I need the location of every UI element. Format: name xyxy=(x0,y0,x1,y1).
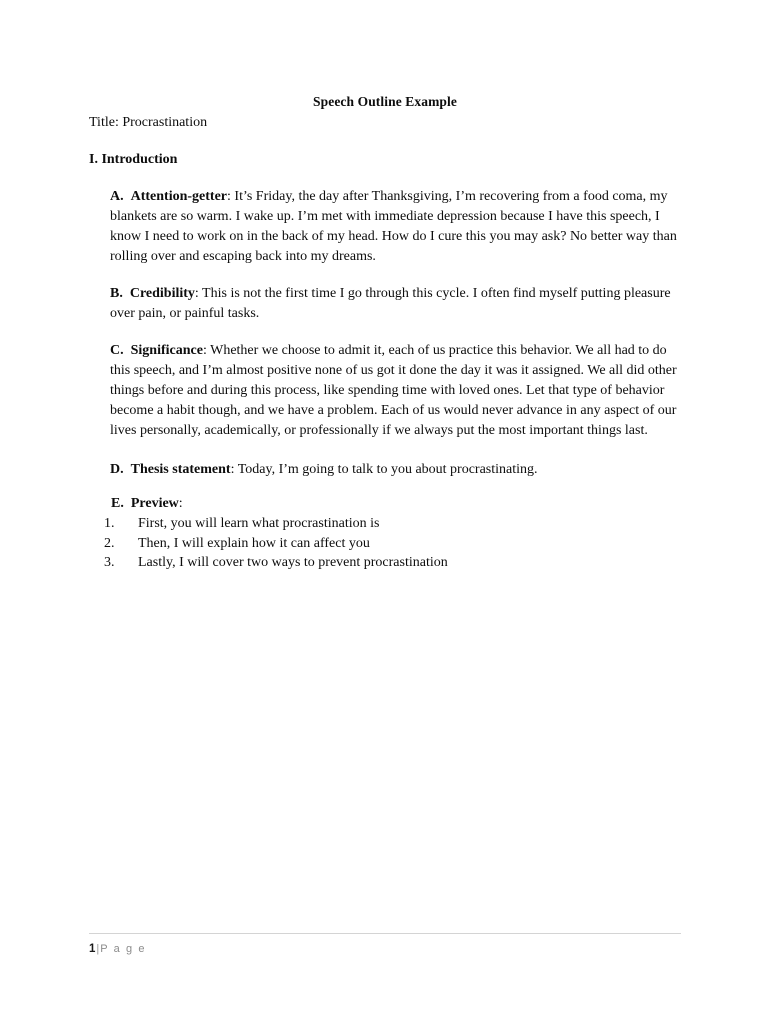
outline-label-d: Thesis statement xyxy=(130,462,231,477)
outline-marker-d: D. xyxy=(110,462,124,477)
outline-separator-e: : xyxy=(178,496,183,511)
list-item-text: Then, I will explain how it can affect you xyxy=(138,535,370,551)
footer-page-indicator xyxy=(89,934,681,957)
outline-item-d xyxy=(89,441,681,480)
outline-marker-e: E. xyxy=(111,496,124,511)
outline-label-b: Credibility xyxy=(129,286,195,301)
outline-item-e xyxy=(89,480,681,514)
outline-separator-d: : xyxy=(230,462,235,477)
list-item xyxy=(89,534,681,554)
document-body xyxy=(89,92,681,573)
list-item xyxy=(89,553,681,573)
footer-page-label: P a g e xyxy=(100,943,147,955)
document-title-line: Title: Procrastination xyxy=(89,115,208,130)
outline-item-b xyxy=(89,267,681,324)
list-item-number: 3. xyxy=(104,555,115,571)
outline-separator-a: : xyxy=(227,189,231,204)
outline-label-c: Significance xyxy=(130,343,203,358)
list-item-number: 2. xyxy=(104,535,115,551)
page-footer xyxy=(89,933,681,957)
list-item-text: First, you will learn what procrastination is xyxy=(138,516,380,531)
outline-body-c: Whether we choose to admit it, each of us practice this behavior. We all had to do this speech, and I’m almost positive none of us got it done the day it was it assigned. We all did other things before and during this process, like spending time with loved ones. Let that type of behavior become a habit though, and we have a problem. Each of us would never advance in any aspect of our lives personally, academically, or professionally if we always put the most important things last. xyxy=(110,343,677,438)
preview-list xyxy=(89,514,681,573)
outline-body-a: It’s Friday, the day after Thanksgiving, I’m recovering from a food coma, my blankets are so warm. I wake up. I’m met with immediate depression because I have this speech, I know I need to work on in the back of my head. How do I cure this you may ask? No better way than rolling over and escaping back into my dreams. xyxy=(110,189,677,264)
outline-label-a: Attention-getter xyxy=(130,189,228,204)
section-heading-introduction: I. Introduction xyxy=(89,152,178,167)
page-title: Speech Outline Example xyxy=(313,94,457,109)
outline-marker-a: A. xyxy=(110,189,124,204)
footer-page-number: 1 xyxy=(89,943,96,955)
outline-marker-c: C. xyxy=(110,343,124,358)
outline-label-e: Preview xyxy=(130,496,179,511)
outline-item-a xyxy=(89,170,681,267)
outline-separator-c: : xyxy=(202,343,207,358)
list-item xyxy=(89,514,681,534)
outline-body-d: Today, I’m going to talk to you about procrastinating. xyxy=(234,462,538,477)
footer-separator: | xyxy=(96,943,100,955)
outline-marker-b: B. xyxy=(110,286,123,301)
list-item-text: Lastly, I will cover two ways to prevent procrastination xyxy=(138,555,448,571)
outline-item-c xyxy=(89,324,681,441)
list-item-number: 1. xyxy=(104,516,115,531)
outline-body-b: This is not the first time I go through this cycle. I often find myself putting pleasure over pain, or painful tasks. xyxy=(110,286,671,321)
outline-separator-b: : xyxy=(194,286,199,301)
